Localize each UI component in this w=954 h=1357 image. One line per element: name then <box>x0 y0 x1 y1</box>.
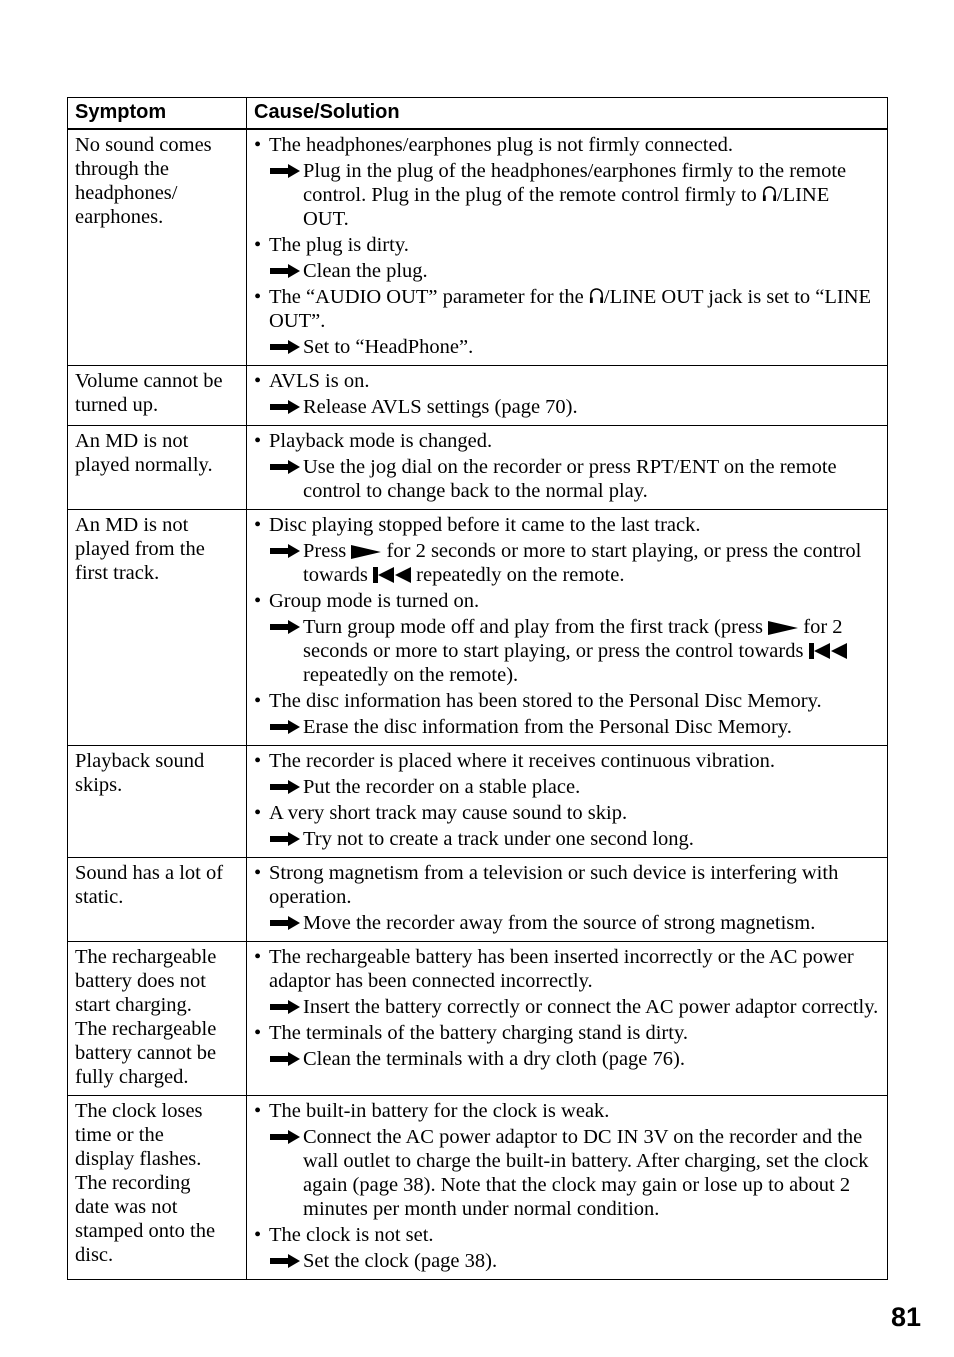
cause-text: Strong magnetism from a television or such device is interfering with operation. <box>269 862 839 908</box>
table-header-row <box>68 98 888 130</box>
solution-item <box>254 615 879 687</box>
solution-text: Set the clock (page 38). <box>303 1250 498 1272</box>
symptom-cell <box>68 510 247 746</box>
cause-text: The clock is not set. <box>269 1224 434 1246</box>
bullet: • <box>254 1224 262 1246</box>
page-number: 81 <box>891 1302 922 1332</box>
header-symptom: Symptom <box>68 98 247 130</box>
symptom-line: An MD is not <box>75 514 189 536</box>
arrow-right-icon <box>270 164 300 178</box>
solution-item <box>254 259 879 283</box>
cause-item <box>254 945 879 993</box>
header-cause-solution: Cause/Solution <box>247 98 888 130</box>
cause-text: The built-in battery for the clock is weak. <box>269 1100 610 1122</box>
symptom-line: The rechargeable <box>75 1018 217 1040</box>
cause-text: The “AUDIO OUT” parameter for the <box>269 286 589 308</box>
bullet: • <box>254 590 262 612</box>
arrow-right-icon <box>270 620 300 634</box>
cause-text: The recorder is placed where it receives continuous vibration. <box>269 750 776 772</box>
solution-cell <box>247 510 888 746</box>
cause-item <box>254 133 879 157</box>
symptom-line: played normally. <box>75 454 213 476</box>
cause-text: Disc playing stopped before it came to the last track. <box>269 514 701 536</box>
cause-item <box>254 285 879 333</box>
solution-text: Set to “HeadPhone”. <box>303 336 474 358</box>
cause-item <box>254 233 879 257</box>
solution-item <box>254 911 879 935</box>
cause-item <box>254 1223 879 1247</box>
solution-text: Connect the AC power adaptor to DC IN 3V on the recorder and the wall outlet to charge the built-in battery. After charging, set the clock again (page 38). Note that the clock may gain or lose up to about 2 minutes per month under normal condition. <box>303 1126 869 1220</box>
bullet: • <box>254 370 262 392</box>
arrow-right-icon <box>270 400 300 414</box>
solution-text: for 2 seconds or more to start playing, or press the control towards <box>303 616 843 662</box>
previous-track-icon <box>373 567 411 583</box>
symptom-line: turned up. <box>75 394 159 416</box>
symptom-cell <box>68 746 247 858</box>
symptom-line: played from the <box>75 538 205 560</box>
cause-item <box>254 589 879 613</box>
play-icon <box>351 545 381 559</box>
cause-item <box>254 689 879 713</box>
arrow-right-icon <box>270 832 300 846</box>
solution-cell <box>247 1096 888 1280</box>
bullet: • <box>254 430 262 452</box>
arrow-right-icon <box>270 544 300 558</box>
arrow-right-icon <box>270 264 300 278</box>
bullet: • <box>254 862 262 884</box>
headphone-icon <box>762 184 777 203</box>
symptom-line: fully charged. <box>75 1066 189 1088</box>
symptom-line: headphones/ <box>75 182 178 204</box>
symptom-line: An MD is not <box>75 430 189 452</box>
solution-item <box>254 395 879 419</box>
arrow-right-icon <box>270 916 300 930</box>
arrow-right-icon <box>270 1052 300 1066</box>
solution-item <box>254 335 879 359</box>
symptom-line: No sound comes <box>75 134 212 156</box>
cause-item <box>254 861 879 909</box>
symptom-line: The recording <box>75 1172 191 1194</box>
table-row <box>68 1096 888 1280</box>
arrow-right-icon <box>270 1254 300 1268</box>
symptom-line: earphones. <box>75 206 164 228</box>
symptom-line: Playback sound <box>75 750 205 772</box>
symptom-cell <box>68 858 247 942</box>
table-row <box>68 858 888 942</box>
solution-item <box>254 827 879 851</box>
symptom-line: stamped onto the <box>75 1220 216 1242</box>
solution-text: for 2 seconds or more to start playing, or press the control towards <box>303 540 862 586</box>
cause-text: The disc information has been stored to the Personal Disc Memory. <box>269 690 822 712</box>
solution-text: Insert the battery correctly or connect the AC power adaptor correctly. <box>303 996 879 1018</box>
solution-item <box>254 1047 879 1071</box>
solution-text: repeatedly on the remote). <box>303 664 519 686</box>
symptom-cell <box>68 1096 247 1280</box>
cause-item <box>254 369 879 393</box>
bullet: • <box>254 234 262 256</box>
solution-item <box>254 775 879 799</box>
cause-text: A very short track may cause sound to skip. <box>269 802 628 824</box>
arrow-right-icon <box>270 720 300 734</box>
cause-item <box>254 749 879 773</box>
bullet: • <box>254 1100 262 1122</box>
solution-cell <box>247 366 888 426</box>
cause-text: Group mode is turned on. <box>269 590 480 612</box>
cause-text: The headphones/earphones plug is not firmly connected. <box>269 134 733 156</box>
solution-item <box>254 455 879 503</box>
solution-text: repeatedly on the remote. <box>411 564 625 586</box>
symptom-cell <box>68 129 247 366</box>
solution-text: Clean the plug. <box>303 260 428 282</box>
bullet: • <box>254 1022 262 1044</box>
solution-text: Move the recorder away from the source of strong magnetism. <box>303 912 816 934</box>
symptom-line: Volume cannot be <box>75 370 223 392</box>
table-row <box>68 942 888 1096</box>
solution-cell <box>247 746 888 858</box>
symptom-line: through the <box>75 158 169 180</box>
cause-text: The rechargeable battery has been inserted incorrectly or the AC power adaptor has been connected incorrectly. <box>269 946 854 992</box>
bullet: • <box>254 802 262 824</box>
cause-text: Playback mode is changed. <box>269 430 493 452</box>
symptom-line: battery does not <box>75 970 206 992</box>
cause-text: The terminals of the battery charging stand is dirty. <box>269 1022 688 1044</box>
cause-item <box>254 513 879 537</box>
symptom-line: display flashes. <box>75 1148 202 1170</box>
table-row <box>68 426 888 510</box>
table-row <box>68 510 888 746</box>
cause-text: AVLS is on. <box>269 370 370 392</box>
cause-text: /LINE OUT jack is set to “LINE OUT”. <box>269 286 872 332</box>
solution-text: Release AVLS settings (page 70). <box>303 396 578 418</box>
symptom-line: The rechargeable <box>75 946 217 968</box>
symptom-line: disc. <box>75 1244 114 1266</box>
table-row <box>68 366 888 426</box>
symptom-cell <box>68 366 247 426</box>
symptom-line: Sound has a lot of <box>75 862 224 884</box>
arrow-right-icon <box>270 1000 300 1014</box>
previous-track-icon <box>809 643 847 659</box>
cause-item <box>254 1099 879 1123</box>
arrow-right-icon <box>270 340 300 354</box>
bullet: • <box>254 690 262 712</box>
symptom-line: skips. <box>75 774 123 796</box>
table-row <box>68 129 888 366</box>
solution-text: Press <box>303 540 352 562</box>
bullet: • <box>254 750 262 772</box>
solution-text: Put the recorder on a stable place. <box>303 776 581 798</box>
play-icon <box>768 621 798 635</box>
solution-text: Plug in the plug of the headphones/earphones firmly to the remote control. Plug in the plug of the remote control firmly to <box>303 160 847 206</box>
arrow-right-icon <box>270 460 300 474</box>
arrow-right-icon <box>270 780 300 794</box>
solution-item <box>254 995 879 1019</box>
bullet: • <box>254 286 262 308</box>
bullet: • <box>254 514 262 536</box>
cause-item <box>254 429 879 453</box>
symptom-line: The clock loses <box>75 1100 203 1122</box>
cause-text: The plug is dirty. <box>269 234 409 256</box>
symptom-line: start charging. <box>75 994 192 1016</box>
arrow-right-icon <box>270 1130 300 1144</box>
symptom-line: battery cannot be <box>75 1042 217 1064</box>
symptom-cell <box>68 942 247 1096</box>
solution-cell <box>247 942 888 1096</box>
solution-cell <box>247 858 888 942</box>
solution-text: /LINE OUT. <box>303 184 830 230</box>
solution-text: Use the jog dial on the recorder or press RPT/ENT on the remote control to change back to the normal play. <box>303 456 837 502</box>
solution-item <box>254 159 879 231</box>
solution-text: Clean the terminals with a dry cloth (page 76). <box>303 1048 685 1070</box>
symptom-line: date was not <box>75 1196 178 1218</box>
solution-item <box>254 715 879 739</box>
solution-text: Turn group mode off and play from the first track (press <box>303 616 769 638</box>
solution-cell <box>247 129 888 366</box>
solution-item <box>254 1249 879 1273</box>
cause-item <box>254 801 879 825</box>
solution-item <box>254 1125 879 1221</box>
cause-item <box>254 1021 879 1045</box>
solution-text: Erase the disc information from the Personal Disc Memory. <box>303 716 792 738</box>
symptom-line: static. <box>75 886 124 908</box>
symptom-line: first track. <box>75 562 160 584</box>
symptom-cell <box>68 426 247 510</box>
table-row <box>68 746 888 858</box>
bullet: • <box>254 946 262 968</box>
symptom-line: time or the <box>75 1124 164 1146</box>
solution-text: Try not to create a track under one second long. <box>303 828 694 850</box>
solution-item <box>254 539 879 587</box>
solution-cell <box>247 426 888 510</box>
headphone-icon <box>589 286 604 305</box>
bullet: • <box>254 134 262 156</box>
troubleshooting-table <box>67 97 888 1280</box>
